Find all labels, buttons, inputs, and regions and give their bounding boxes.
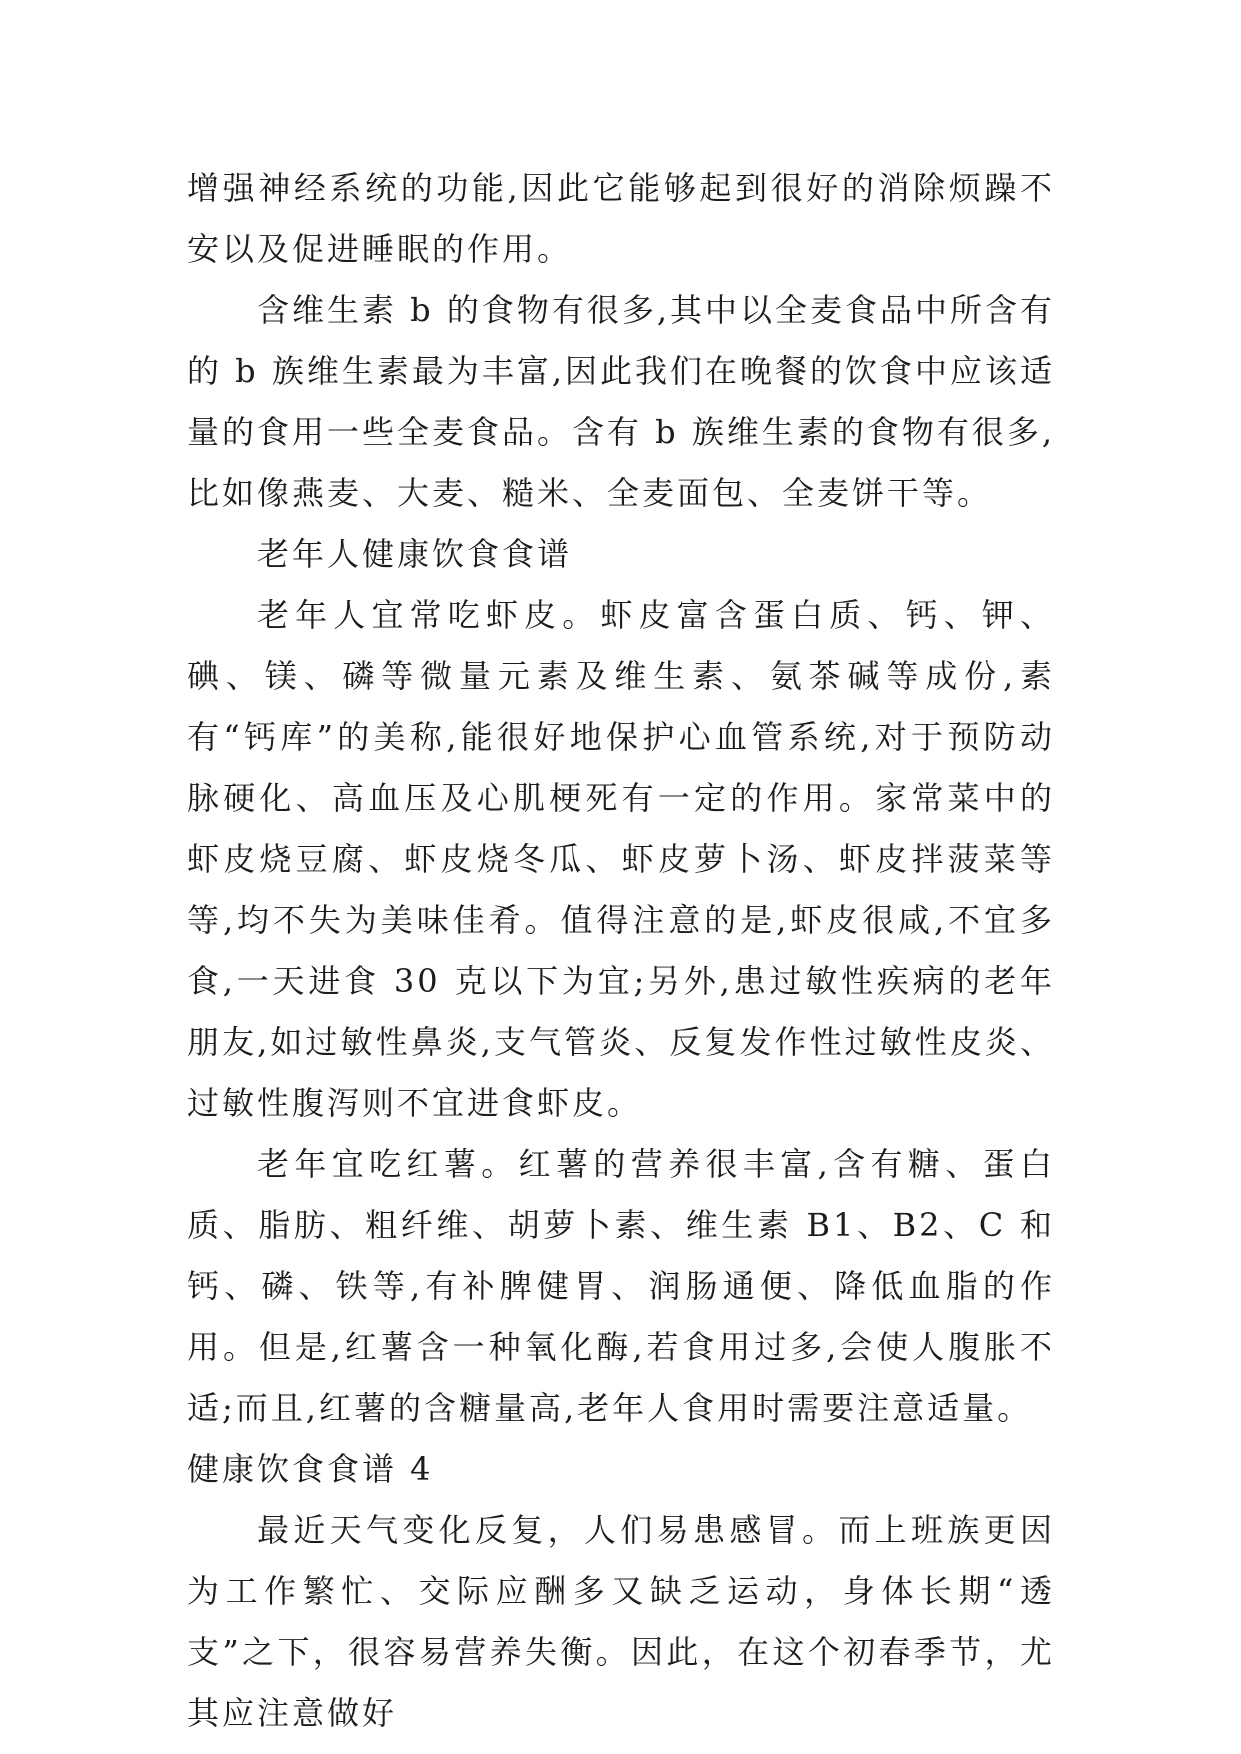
text-column [187, 158, 1055, 1744]
body-paragraph-vitamin-b: 含维生素 b 的食物有很多,其中以全麦食品中所含有的 b 族维生素最为丰富,因此我们在晚餐的饮食中应该适量的食用一些全麦食品。含有 b 族维生素的食物有很多,比如像燕麦、大麦、糙米、全麦面包、全麦饼干等。 [187, 291, 1056, 512]
section-heading-recipes-4: 健康饮食食谱 4 [187, 1450, 434, 1488]
continuation-paragraph: 增强神经系统的功能,因此它能够起到很好的消除烦躁不安以及促进睡眠的作用。 [187, 169, 1055, 268]
body-paragraph-sweet-potato: 老年宜吃红薯。红薯的营养很丰富,含有糖、蛋白质、脂肪、粗纤维、胡萝卜素、维生素 B1、B2、C 和钙、磷、铁等,有补脾健胃、润肠通便、降低血脂的作用。但是,红薯含一种氧化酶,若食用过多,会使人腹胀不适;而且,红薯的含糖量高,老年人食用时需要注意适量。 [187, 1145, 1055, 1427]
section-heading-elderly-recipes: 老年人健康饮食食谱 [257, 535, 573, 573]
body-paragraph-spring-season: 最近天气变化反复，人们易患感冒。而上班族更因为工作繁忙、交际应酬多又缺乏运动，身体长期“透支”之下，很容易营养失衡。因此，在这个初春季节，尤其应注意做好 [187, 1511, 1055, 1732]
body-paragraph-dried-shrimp: 老年人宜常吃虾皮。虾皮富含蛋白质、钙、钾、碘、镁、磷等微量元素及维生素、氨茶碱等成份,素有“钙库”的美称,能很好地保护心血管系统,对于预防动脉硬化、高血压及心肌梗死有一定的作用。家常菜中的虾皮烧豆腐、虾皮烧冬瓜、虾皮萝卜汤、虾皮拌菠菜等等,均不失为美味佳肴。值得注意的是,虾皮很咸,不宜多食,一天进食 30 克以下为宜;另外,患过敏性疾病的老年朋友,如过敏性鼻炎,支气管炎、反复发作性过敏性皮炎、过敏性腹泻则不宜进食虾皮。 [187, 596, 1055, 1122]
